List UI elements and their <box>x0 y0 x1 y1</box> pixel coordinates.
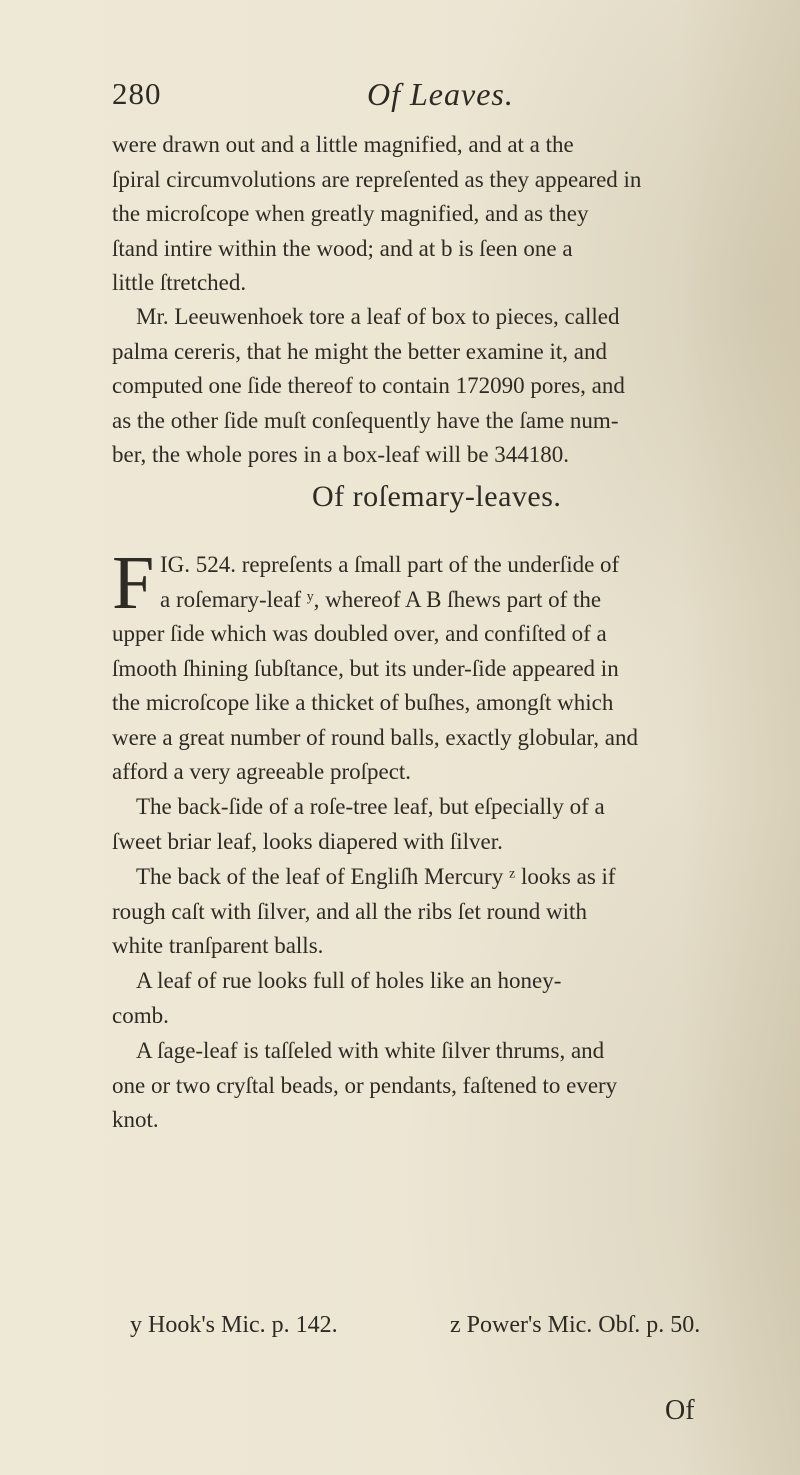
text-line: ber, the whole pores in a box-leaf will be 344180. <box>112 442 570 467</box>
text-line: palma cereris, that he might the better examine it, and <box>112 338 607 364</box>
text-line: IG. 524. repreſents a ſmall part of the underſide of <box>160 552 620 577</box>
text-line: ſmooth ſhining ſubſtance, but its under-ſide appeared in <box>112 655 619 681</box>
text-line: ſtand intire within the wood; and at b is ſeen one a <box>112 235 573 261</box>
page-number: 280 <box>112 76 162 111</box>
text-line: as the other ſide muſt conſequently have the ſame num- <box>112 407 619 433</box>
text-line: were a great number of round balls, exactly globular, and <box>112 724 638 750</box>
footnote-power: z Power's Mic. Obſ. p. 50. <box>450 1312 701 1338</box>
footnotes <box>130 1312 770 1352</box>
paragraph-spiral <box>112 128 762 301</box>
text-line: little ſtretched. <box>112 270 247 295</box>
text-line: knot. <box>112 1107 159 1132</box>
catchword: Of <box>665 1395 695 1426</box>
text-line: rough caſt with ſilver, and all the ribs ſet round with <box>112 898 587 924</box>
section-heading: Of roſemary-leaves. <box>312 480 562 513</box>
paragraph-rue <box>112 964 762 1033</box>
text-line: A leaf of rue looks full of holes like an honey- <box>136 968 562 993</box>
paragraph-rose-leaf <box>112 790 762 859</box>
text-line: were drawn out and a little magnified, and at a the <box>112 132 574 157</box>
text-line: upper ſide which was doubled over, and confiſted of a <box>112 621 607 646</box>
paragraph-leeuwenhoek <box>112 300 762 473</box>
text-line: ſweet briar leaf, looks diapered with ſilver. <box>112 828 503 854</box>
text-line: ſpiral circumvolutions are repreſented as they appeared in <box>112 166 642 192</box>
paragraph-sage <box>112 1034 762 1138</box>
footnote-hook: y Hook's Mic. p. 142. <box>130 1312 338 1338</box>
paragraph-fig-524 <box>112 548 762 790</box>
text-line: comb. <box>112 1002 169 1028</box>
text-line: a roſemary-leaf ʸ, whereof A B ſhews part of the <box>160 586 602 612</box>
paragraph-mercury <box>112 860 762 964</box>
text-line: A ſage-leaf is taſſeled with white ſilver thrums, and <box>136 1038 605 1063</box>
text-line: the microſcope when greatly magnified, and as they <box>112 201 589 226</box>
text-line: Mr. Leeuwenhoek tore a leaf of box to pieces, called <box>136 304 620 329</box>
text-line: one or two cryſtal beads, or pendants, faſtened to every <box>112 1072 618 1098</box>
text-line: afford a very agreeable proſpect. <box>112 759 412 784</box>
running-title: Of Leaves. <box>367 76 514 112</box>
page-header <box>112 76 772 120</box>
text-line: computed one ſide thereof to contain 172090 pores, and <box>112 373 625 398</box>
drop-cap: F <box>112 541 155 625</box>
text-line: white tranſparent balls. <box>112 933 324 958</box>
text-line: the microſcope like a thicket of buſhes, amongſt which <box>112 690 614 715</box>
text-line: The back of the leaf of Engliſh Mercury ᶻ looks as if <box>136 864 616 889</box>
text-line: The back-ſide of a roſe-tree leaf, but eſpecially of a <box>136 794 605 819</box>
